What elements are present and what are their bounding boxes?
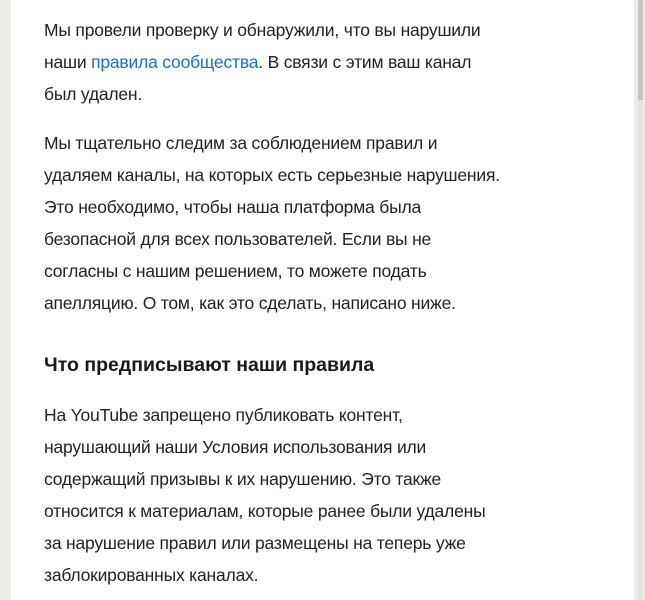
text-line: Мы тщательно следим за соблюдением правил и	[44, 133, 438, 153]
text-line: апелляцию. О том, как это сделать, написано ниже.	[44, 293, 456, 313]
scrollbar-thumb[interactable]	[638, 0, 643, 100]
vertical-scrollbar[interactable]	[638, 0, 643, 600]
text-line: На YouTube запрещено публиковать контент,	[44, 405, 403, 425]
text-line: относится к материалам, которые ранее были удалены	[44, 501, 486, 521]
text-line: заблокированных каналах.	[44, 565, 259, 585]
intro-paragraph	[44, 14, 480, 110]
email-body	[11, 0, 634, 600]
rules-paragraph	[44, 399, 485, 591]
text-line: Это необходимо, чтобы наша платформа была	[44, 197, 421, 217]
text-line: за нарушение правил или размещены на теперь уже	[44, 533, 466, 553]
section-heading: Что предписывают наши правила	[44, 354, 375, 376]
text-line	[44, 46, 480, 78]
text-line: был удален.	[44, 84, 143, 104]
community-guidelines-link[interactable]: правила сообщества	[91, 52, 259, 72]
text-line: удаляем каналы, на которых есть серьезные нарушения.	[44, 165, 500, 185]
text-line: нарушающий наши Условия использования или	[44, 437, 427, 457]
text-line: безопасной для всех пользователей. Если вы не	[44, 229, 432, 249]
text-line: согласны с нашим решением, то можете подать	[44, 261, 427, 281]
text-line: Мы провели проверку и обнаружили, что вы нарушили	[44, 20, 481, 40]
text-segment: . В связи с этим ваш канал	[258, 52, 472, 72]
text-line: содержащий призывы к их нарушению. Это также	[44, 469, 442, 489]
policy-paragraph	[44, 127, 500, 319]
text-segment: наши	[44, 52, 92, 72]
